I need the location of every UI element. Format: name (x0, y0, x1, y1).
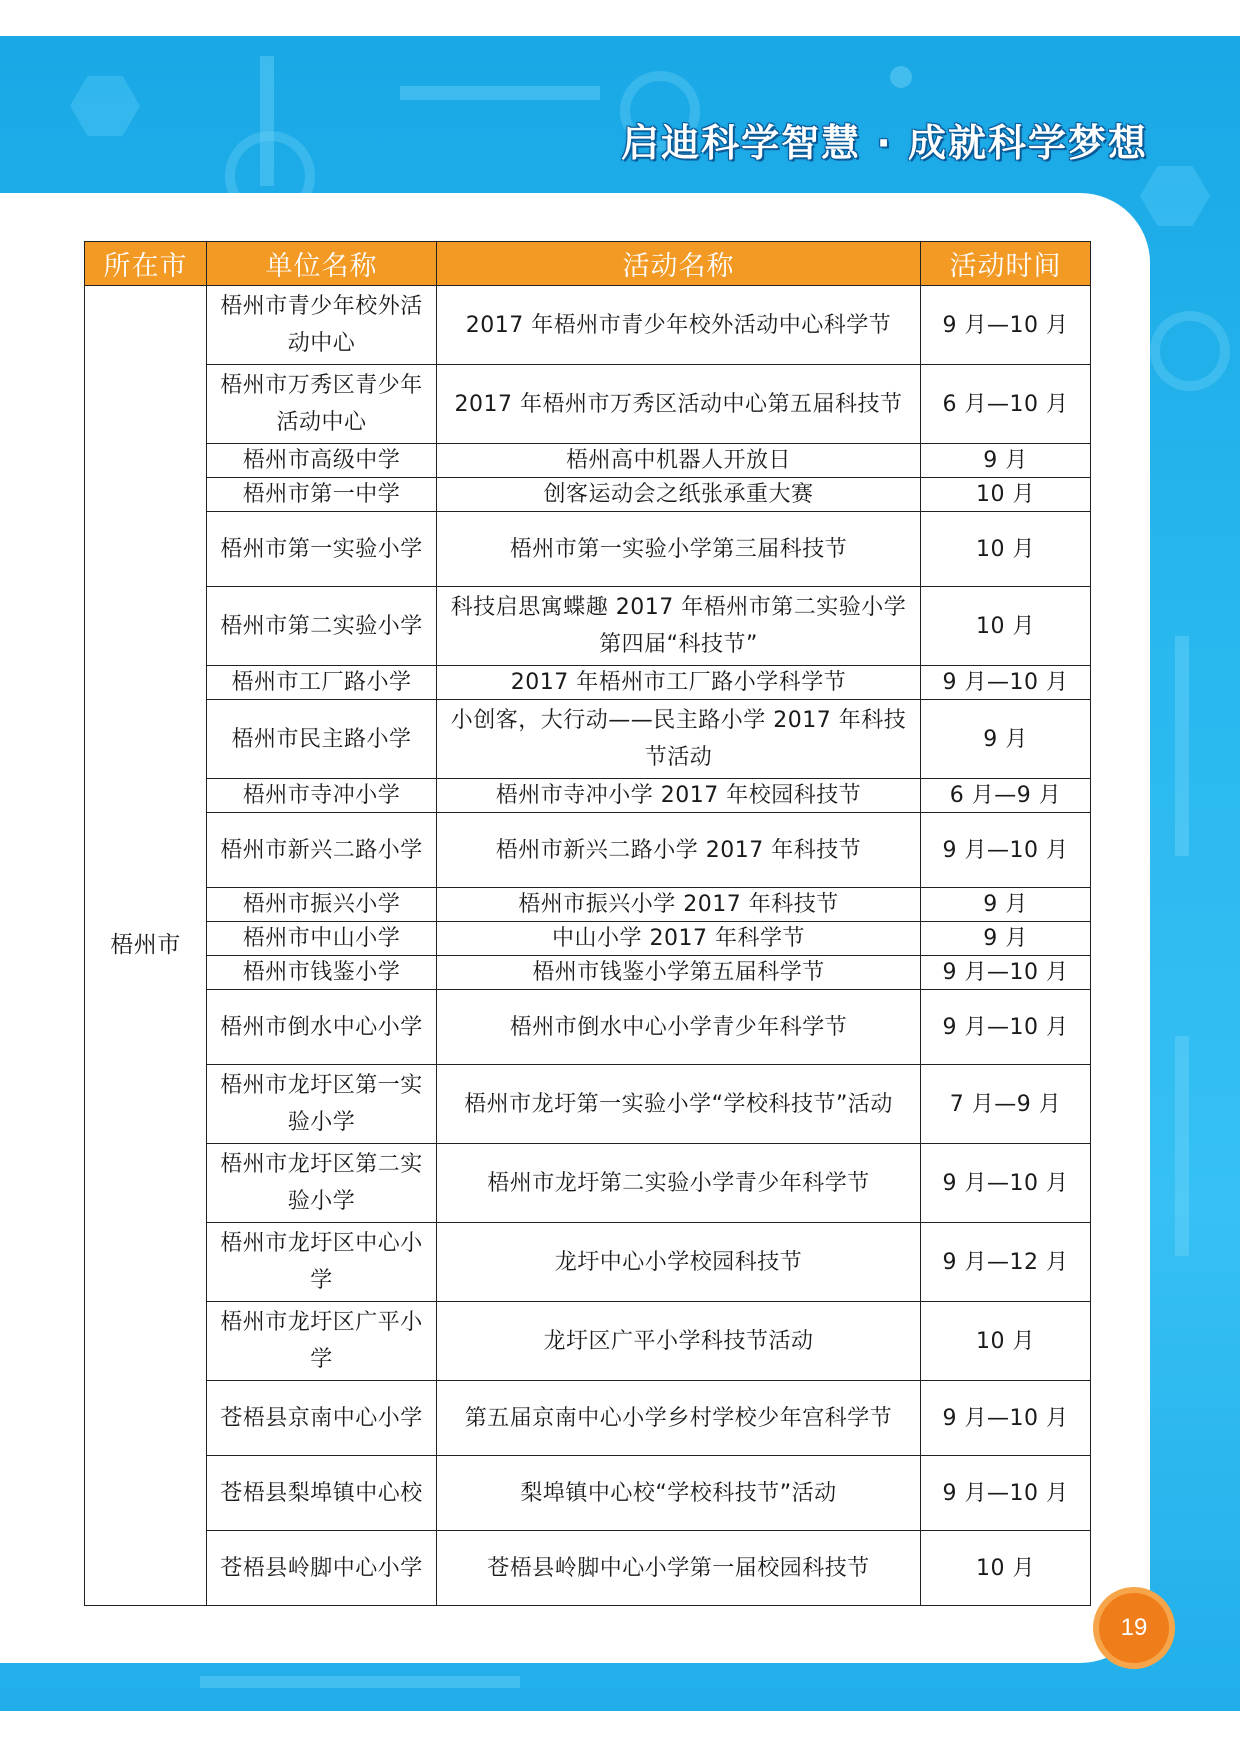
unit-cell: 梧州市龙圩区广平小学 (207, 1302, 437, 1381)
activity-cell: 2017 年梧州市工厂路小学科学节 (437, 666, 921, 700)
unit-cell: 梧州市万秀区青少年活动中心 (207, 365, 437, 444)
table-row (85, 922, 1091, 956)
time-cell: 6 月—9 月 (921, 779, 1091, 813)
unit-cell: 梧州市振兴小学 (207, 888, 437, 922)
table-header-row (85, 242, 1091, 286)
time-cell: 9 月 (921, 444, 1091, 478)
circuit-line-decoration (1175, 1036, 1189, 1256)
time-cell: 9 月—10 月 (921, 1144, 1091, 1223)
page-number-badge (1099, 1593, 1169, 1663)
time-cell: 9 月—10 月 (921, 1381, 1091, 1456)
time-cell: 10 月 (921, 587, 1091, 666)
unit-cell: 梧州市工厂路小学 (207, 666, 437, 700)
unit-cell: 梧州市第一中学 (207, 478, 437, 512)
activity-cell: 创客运动会之纸张承重大赛 (437, 478, 921, 512)
time-cell: 9 月 (921, 888, 1091, 922)
table-row (85, 990, 1091, 1065)
activity-cell: 梧州高中机器人开放日 (437, 444, 921, 478)
time-cell: 9 月—12 月 (921, 1223, 1091, 1302)
activity-cell: 梧州市倒水中心小学青少年科学节 (437, 990, 921, 1065)
hexagon-decoration (1140, 166, 1210, 226)
table-row (85, 478, 1091, 512)
activity-cell: 梧州市寺冲小学 2017 年校园科技节 (437, 779, 921, 813)
unit-cell: 梧州市龙圩区第一实验小学 (207, 1065, 437, 1144)
science-activity-table (84, 241, 1091, 1606)
table-row (85, 1302, 1091, 1381)
table-row (85, 666, 1091, 700)
activity-cell: 梧州市第一实验小学第三届科技节 (437, 512, 921, 587)
table-row (85, 286, 1091, 365)
activity-cell: 第五届京南中心小学乡村学校少年宫科学节 (437, 1381, 921, 1456)
circuit-line-decoration (1175, 636, 1189, 856)
activity-cell: 梧州市龙圩第一实验小学“学校科技节”活动 (437, 1065, 921, 1144)
table-row (85, 1223, 1091, 1302)
unit-cell: 苍梧县京南中心小学 (207, 1381, 437, 1456)
activity-cell: 梧州市钱鉴小学第五届科学节 (437, 956, 921, 990)
activity-cell: 苍梧县岭脚中心小学第一届校园科技节 (437, 1531, 921, 1606)
table-row (85, 1144, 1091, 1223)
dot-decoration (890, 66, 912, 88)
time-cell: 9 月—10 月 (921, 1456, 1091, 1531)
activity-cell: 中山小学 2017 年科学节 (437, 922, 921, 956)
table-row (85, 1065, 1091, 1144)
activity-cell: 梧州市新兴二路小学 2017 年科技节 (437, 813, 921, 888)
table-row (85, 444, 1091, 478)
hexagon-decoration (70, 76, 140, 136)
table-row (85, 888, 1091, 922)
time-cell: 9 月—10 月 (921, 956, 1091, 990)
table-row (85, 813, 1091, 888)
table-row (85, 1531, 1091, 1606)
unit-cell: 梧州市青少年校外活动中心 (207, 286, 437, 365)
unit-cell: 梧州市第二实验小学 (207, 587, 437, 666)
time-cell: 9 月—10 月 (921, 813, 1091, 888)
table-row (85, 512, 1091, 587)
column-header-unit: 单位名称 (207, 242, 437, 286)
unit-cell: 梧州市寺冲小学 (207, 779, 437, 813)
time-cell: 10 月 (921, 1302, 1091, 1381)
table-row (85, 1381, 1091, 1456)
circuit-line-decoration (200, 1676, 520, 1688)
activity-cell: 小创客，大行动——民主路小学 2017 年科技节活动 (437, 700, 921, 779)
time-cell: 9 月 (921, 922, 1091, 956)
activity-cell: 2017 年梧州市青少年校外活动中心科学节 (437, 286, 921, 365)
time-cell: 10 月 (921, 512, 1091, 587)
time-cell: 10 月 (921, 1531, 1091, 1606)
slogan-banner: 启迪科学智慧 · 成就科学梦想 (621, 121, 1148, 165)
unit-cell: 梧州市高级中学 (207, 444, 437, 478)
city-cell: 梧州市 (85, 286, 207, 1606)
time-cell: 9 月—10 月 (921, 286, 1091, 365)
unit-cell: 梧州市倒水中心小学 (207, 990, 437, 1065)
activity-cell: 龙圩中心小学校园科技节 (437, 1223, 921, 1302)
unit-cell: 梧州市龙圩区第二实验小学 (207, 1144, 437, 1223)
page-number: 19 (1120, 1614, 1148, 1641)
column-header-time: 活动时间 (921, 242, 1091, 286)
table-row (85, 587, 1091, 666)
activity-cell: 龙圩区广平小学科技节活动 (437, 1302, 921, 1381)
activity-cell: 梨埠镇中心校“学校科技节”活动 (437, 1456, 921, 1531)
unit-cell: 梧州市钱鉴小学 (207, 956, 437, 990)
unit-cell: 梧州市中山小学 (207, 922, 437, 956)
circuit-line-decoration (400, 86, 600, 100)
time-cell: 10 月 (921, 478, 1091, 512)
table-row (85, 1456, 1091, 1531)
time-cell: 9 月—10 月 (921, 990, 1091, 1065)
table-row (85, 779, 1091, 813)
table-row (85, 700, 1091, 779)
table-row (85, 956, 1091, 990)
unit-cell: 苍梧县梨埠镇中心校 (207, 1456, 437, 1531)
gear-icon (1150, 311, 1230, 391)
time-cell: 6 月—10 月 (921, 365, 1091, 444)
unit-cell: 梧州市民主路小学 (207, 700, 437, 779)
activity-cell: 梧州市龙圩第二实验小学青少年科学节 (437, 1144, 921, 1223)
time-cell: 7 月—9 月 (921, 1065, 1091, 1144)
column-header-city: 所在市 (85, 242, 207, 286)
unit-cell: 梧州市新兴二路小学 (207, 813, 437, 888)
activity-cell: 梧州市振兴小学 2017 年科技节 (437, 888, 921, 922)
activity-cell: 2017 年梧州市万秀区活动中心第五届科技节 (437, 365, 921, 444)
time-cell: 9 月—10 月 (921, 666, 1091, 700)
unit-cell: 苍梧县岭脚中心小学 (207, 1531, 437, 1606)
unit-cell: 梧州市第一实验小学 (207, 512, 437, 587)
unit-cell: 梧州市龙圩区中心小学 (207, 1223, 437, 1302)
table-row (85, 365, 1091, 444)
column-header-activity: 活动名称 (437, 242, 921, 286)
activity-cell: 科技启思寓蝶趣 2017 年梧州市第二实验小学第四届“科技节” (437, 587, 921, 666)
time-cell: 9 月 (921, 700, 1091, 779)
